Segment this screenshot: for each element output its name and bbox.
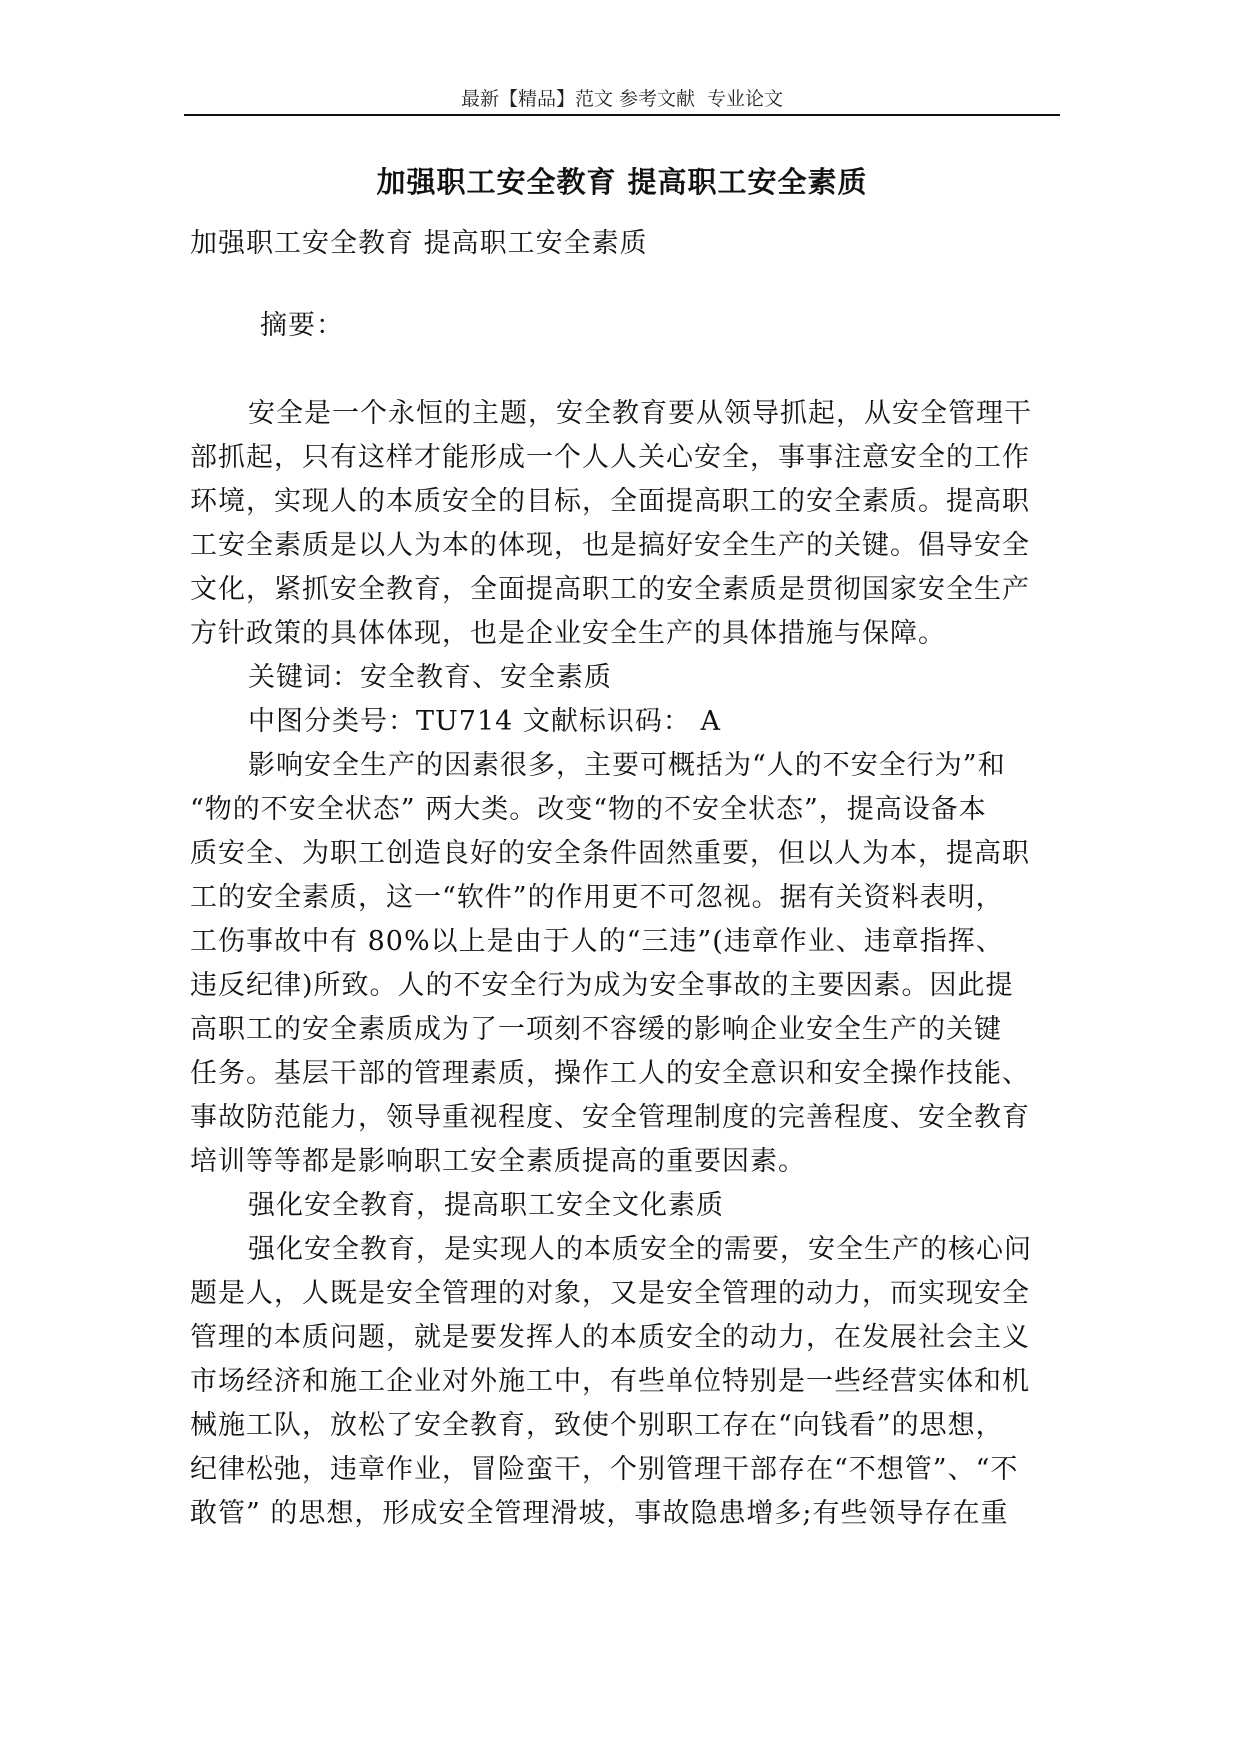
paragraph-line: 械施工队，放松了安全教育，致使个别职工存在“向钱看”的思想，	[190, 1410, 1004, 1441]
body-paragraph-1	[190, 744, 1060, 1184]
document-title: 加强职工安全教育 提高职工安全素质	[376, 165, 868, 199]
paragraph-line: 质安全、为职工创造良好的安全条件固然重要，但以人为本，提高职	[190, 838, 1030, 869]
classification-line: 中图分类号：TU714 文献标识码： A	[248, 706, 721, 737]
page-header: 最新【精品】范文 参考文献 专业论文	[460, 88, 784, 110]
paragraph-line: 高职工的安全素质成为了一项刻不容缓的影响企业安全生产的关键	[190, 1014, 1002, 1045]
spacer	[190, 266, 1060, 304]
paragraph-line: 敢管” 的思想，形成安全管理滑坡，事故隐患增多;有些领导存在重	[190, 1498, 1009, 1529]
header-rule	[184, 114, 1060, 116]
paragraph-line: 题是人，人既是安全管理的对象，又是安全管理的动力，而实现安全	[190, 1278, 1030, 1309]
paragraph-line: 管理的本质问题，就是要发挥人的本质安全的动力，在发展社会主义	[190, 1322, 1030, 1353]
abstract-paragraph	[190, 392, 1060, 656]
paragraph-line: 影响安全生产的因素很多，主要可概括为“人的不安全行为”和	[248, 750, 1006, 781]
section-heading: 强化安全教育，提高职工安全文化素质	[248, 1190, 724, 1221]
paragraph-line: 违反纪律)所致。人的不安全行为成为安全事故的主要因素。因此提	[190, 970, 1014, 1001]
abstract-label: 摘要：	[260, 310, 344, 341]
document-subtitle: 加强职工安全教育 提高职工安全素质	[190, 228, 648, 259]
document-body	[190, 222, 1060, 1536]
paragraph-line: 部抓起，只有这样才能形成一个人人关心安全，事事注意安全的工作	[190, 442, 1030, 473]
paragraph-line: 事故防范能力，领导重视程度、安全管理制度的完善程度、安全教育	[190, 1102, 1030, 1133]
paragraph-line: 方针政策的具体体现，也是企业安全生产的具体措施与保障。	[190, 618, 946, 649]
paragraph-line: “物的不安全状态” 两大类。改变“物的不安全状态”，提高设备本	[190, 794, 987, 825]
keywords-line: 关键词：安全教育、安全素质	[248, 662, 612, 693]
paragraph-line: 文化，紧抓安全教育，全面提高职工的安全素质是贯彻国家安全生产	[190, 574, 1030, 605]
paragraph-line: 安全是一个永恒的主题，安全教育要从领导抓起，从安全管理干	[248, 398, 1032, 429]
paragraph-line: 环境，实现人的本质安全的目标，全面提高职工的安全素质。提高职	[190, 486, 1030, 517]
paragraph-line: 工的安全素质，这一“软件”的作用更不可忽视。据有关资料表明，	[190, 882, 1004, 913]
body-paragraph-2	[190, 1228, 1060, 1536]
paragraph-line: 培训等等都是影响职工安全素质提高的重要因素。	[190, 1146, 806, 1177]
paragraph-line: 任务。基层干部的管理素质，操作工人的安全意识和安全操作技能、	[190, 1058, 1030, 1089]
paragraph-line: 强化安全教育，是实现人的本质安全的需要，安全生产的核心问	[248, 1234, 1032, 1265]
paragraph-line: 纪律松弛，违章作业，冒险蛮干，个别管理干部存在“不想管”、“不	[190, 1454, 1019, 1485]
paragraph-line: 工伤事故中有 80%以上是由于人的“三违”(违章作业、违章指挥、	[190, 926, 1004, 957]
paragraph-line: 工安全素质是以人为本的体现，也是搞好安全生产的关键。倡导安全	[190, 530, 1030, 561]
spacer	[190, 348, 1060, 392]
paragraph-line: 市场经济和施工企业对外施工中，有些单位特别是一些经营实体和机	[190, 1366, 1030, 1397]
